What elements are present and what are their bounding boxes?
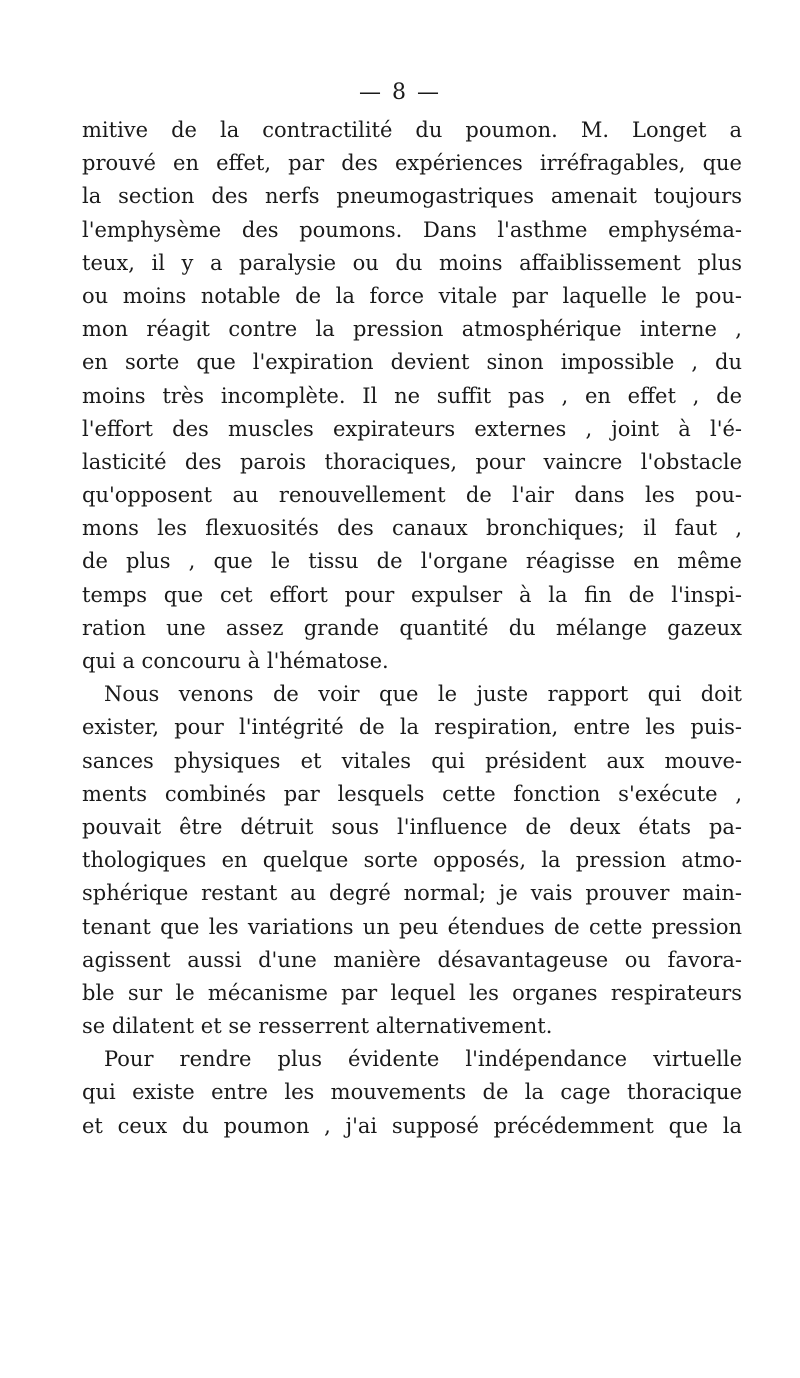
text-line: ments combinés par lesquels cette fonction s'exécute , [82, 781, 742, 806]
text-line: se dilatent et se resserrent alternativement. [82, 1014, 553, 1039]
text-line: Pour rendre plus évidente l'indépendance virtuelle [104, 1047, 742, 1072]
text-line: moins très incomplète. Il ne suffit pas , en effet , de [82, 383, 742, 408]
text-line: tenant que les variations un peu étendues de cette pression [82, 914, 742, 939]
text-line: qui existe entre les mouvements de la cage thoracique [82, 1080, 742, 1105]
text-line: ble sur le mécanisme par lequel les organes respirateurs [82, 980, 742, 1005]
text-line: agissent aussi d'une manière désavantageuse ou favora- [82, 947, 742, 972]
text-line: ration une assez grande quantité du mélange gazeux [82, 615, 742, 640]
text-line: la section des nerfs pneumogastriques amenait toujours [82, 184, 742, 209]
text-line: en sorte que l'expiration devient sinon impossible , du [82, 350, 742, 375]
text-line: teux, il y a paralysie ou du moins affaiblissement plus [82, 250, 742, 275]
body-text [82, 114, 742, 1143]
text-line: Nous venons de voir que le juste rapport qui doit [104, 682, 742, 707]
text-line: l'effort des muscles expirateurs externes , joint à l'é- [82, 416, 742, 441]
text-line: sphérique restant au degré normal; je vais prouver main- [82, 881, 742, 906]
text-line: pouvait être détruit sous l'influence de deux états pa- [82, 814, 742, 839]
text-line: et ceux du poumon , j'ai supposé précédemment que la [82, 1113, 742, 1138]
text-line: mons les flexuosités des canaux bronchiques; il faut , [82, 516, 742, 541]
text-line: exister, pour l'intégrité de la respiration, entre les puis- [82, 715, 742, 740]
page-number: — 8 — [359, 80, 441, 105]
text-line: mon réagit contre la pression atmosphérique interne , [82, 317, 742, 342]
text-line: thologiques en quelque sorte opposés, la pression atmo- [82, 848, 742, 873]
text-line: temps que cet effort pour expulser à la fin de l'inspi- [82, 582, 742, 607]
text-line: lasticité des parois thoraciques, pour vaincre l'obstacle [82, 449, 742, 474]
text-line: qui a concouru à l'hématose. [82, 649, 389, 673]
text-line: sances physiques et vitales qui président aux mouve- [82, 748, 742, 773]
text-line: mitive de la contractilité du poumon. M. Longet a [82, 118, 742, 142]
text-line: de plus , que le tissu de l'organe réagisse en même [82, 549, 742, 574]
text-line: l'emphysème des poumons. Dans l'asthme emphyséma- [82, 217, 742, 242]
text-line: ou moins notable de la force vitale par laquelle le pou- [82, 283, 742, 308]
text-line: qu'opposent au renouvellement de l'air dans les pou- [82, 483, 742, 508]
text-line: prouvé en effet, par des expériences irréfragables, que [82, 151, 742, 176]
